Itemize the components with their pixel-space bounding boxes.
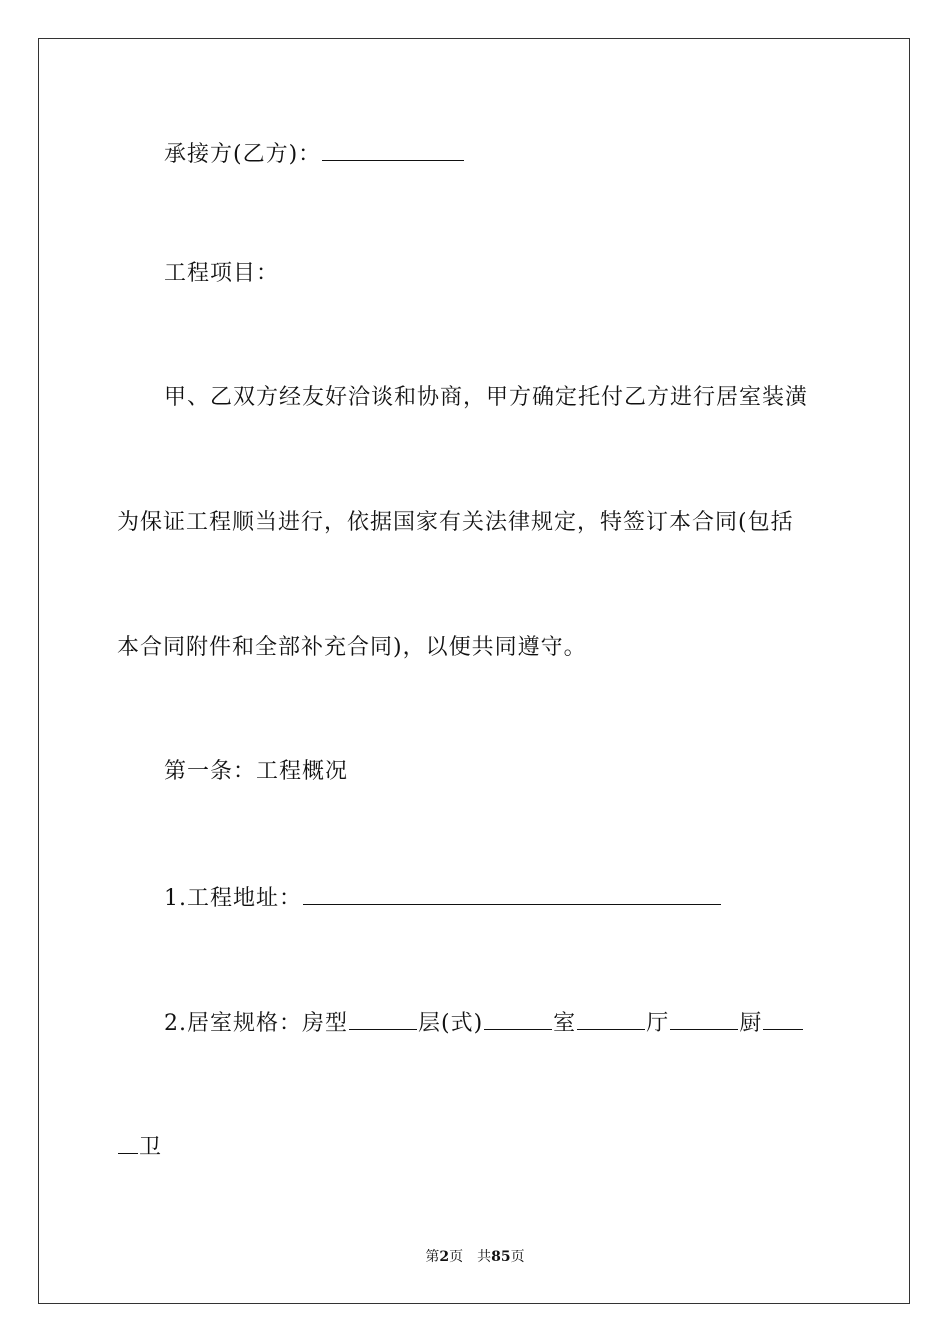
spec-blank-floor <box>484 1007 552 1030</box>
spec-floor-label: 层(式) <box>418 1011 484 1036</box>
address-line <box>164 882 722 914</box>
spec-blank-kitchen-cont <box>118 1131 138 1154</box>
footer-page-prefix: 第 <box>425 1249 440 1265</box>
preamble-text-1: 甲、乙双方经友好洽谈和协商，甲方确定托付乙方进行居室装潢 <box>164 385 809 410</box>
spec-hall-label: 厅 <box>646 1011 670 1036</box>
spec-line-continued <box>117 1131 162 1163</box>
preamble-text-3: 本合同附件和全部补充合同)，以便共同遵守。 <box>117 635 587 660</box>
spec-label: 2.居室规格：房型 <box>164 1011 348 1036</box>
page-border <box>38 38 910 1304</box>
contractor-line <box>164 138 465 170</box>
contractor-blank <box>322 138 464 161</box>
address-label: 1.工程地址： <box>164 886 302 911</box>
spec-bath-label: 卫 <box>139 1135 163 1160</box>
article-1-title <box>164 757 348 787</box>
spec-blank-kitchen-end <box>763 1007 803 1030</box>
spec-blank-type <box>349 1007 417 1030</box>
footer-page-current: 2 <box>439 1249 450 1265</box>
preamble-line-1 <box>164 383 808 413</box>
spec-blank-room <box>577 1007 645 1030</box>
footer-total-prefix: 共 <box>477 1249 492 1265</box>
footer-page-total: 85 <box>491 1249 511 1265</box>
article-1-title-text: 第一条：工程概况 <box>164 759 349 784</box>
project-label: 工程项目： <box>164 261 280 286</box>
footer-total-suffix: 页 <box>510 1249 525 1265</box>
page-footer <box>0 1248 950 1266</box>
preamble-line-3 <box>117 633 587 663</box>
preamble-line-2 <box>117 508 794 538</box>
spec-blank-hall <box>670 1007 738 1030</box>
contractor-label: 承接方(乙方)： <box>164 142 322 167</box>
project-line <box>164 259 279 289</box>
address-blank <box>303 882 721 905</box>
footer-page-suffix: 页 <box>449 1249 464 1265</box>
spec-room-label: 室 <box>553 1011 577 1036</box>
spec-kitchen-label: 厨 <box>739 1011 763 1036</box>
spec-line <box>164 1007 804 1039</box>
preamble-text-2: 为保证工程顺当进行，依据国家有关法律规定，特签订本合同(包括 <box>117 510 794 535</box>
